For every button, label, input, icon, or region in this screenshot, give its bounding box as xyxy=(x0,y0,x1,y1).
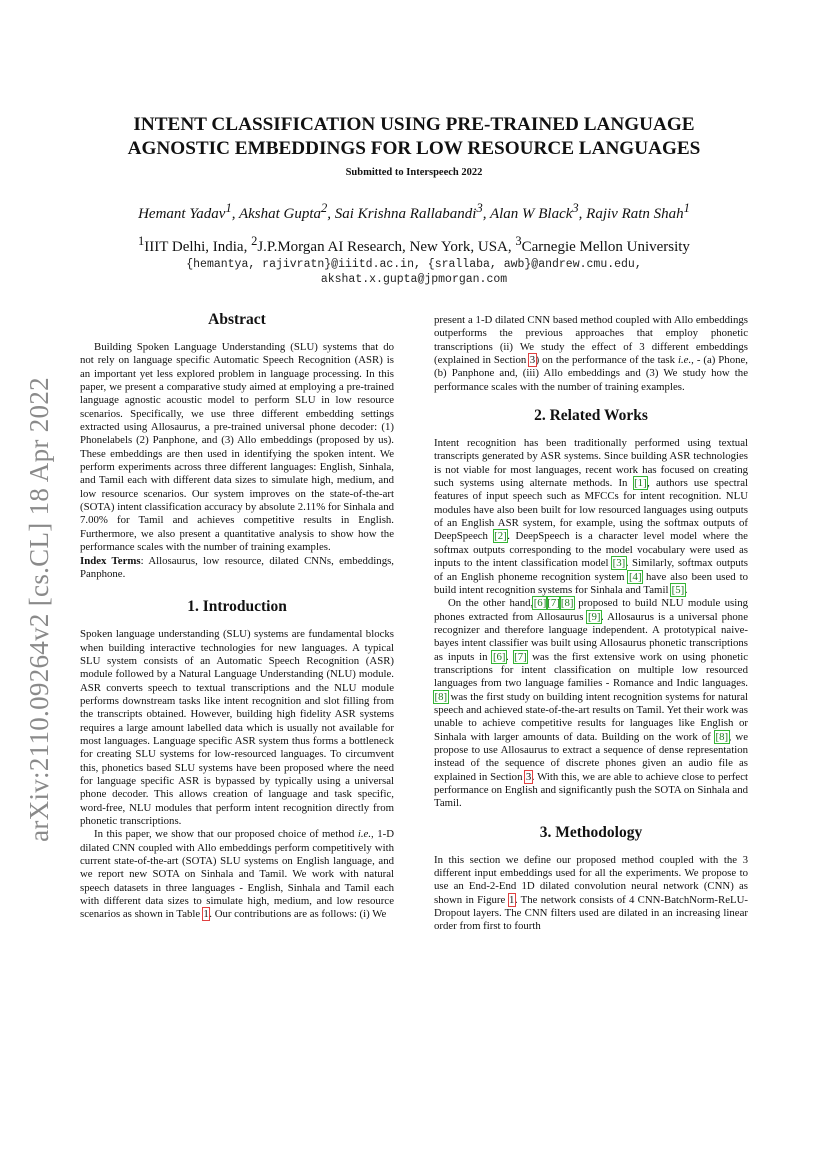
related-works-heading: 2. Related Works xyxy=(534,407,648,425)
author-name: Hemant Yadav xyxy=(138,206,226,222)
citation-link[interactable]: [8] xyxy=(560,597,574,610)
citation-link[interactable]: [9] xyxy=(587,610,601,623)
index-terms-label: Index Terms xyxy=(80,554,141,567)
citation-link[interactable]: [8] xyxy=(715,730,729,743)
author-affil-mark: 2 xyxy=(321,201,328,215)
affil-mark: 2 xyxy=(251,234,258,248)
index-terms-list: : Allosaurus, low resource, dilated CNNs, embeddings, Panphone. xyxy=(80,554,394,580)
citation-link[interactable]: [6] xyxy=(533,597,547,610)
submission-note: Submitted to Interspeech 2022 xyxy=(345,167,483,178)
citation-link[interactable]: [1] xyxy=(634,477,647,490)
emails-line-1: {hemantya, rajivratn}@iiitd.ac.in, {srallaba, awb}@andrew.cmu.edu, xyxy=(186,258,642,271)
author-name: Akshat Gupta xyxy=(238,206,322,222)
author-affil-mark: 3 xyxy=(476,201,483,215)
title-line-1: INTENT CLASSIFICATION USING PRE-TRAINED LANGUAGE xyxy=(133,114,695,135)
methodology-paragraph: In this section we define our proposed method coupled with the 3 different input embeddings used for all the experiments. We propose to use an End-2-End 1D dilated convolution neural network (CNN) as shown in Figure 1. The network consists of 4 CNN-BatchNorm-ReLU-Dropout layers. The CNN filters used are dilated in an increasing linear order from first to fourth xyxy=(434,853,748,933)
methodology-heading: 3. Methodology xyxy=(539,823,643,841)
affiliations xyxy=(60,234,768,256)
arxiv-id: arXiv:2110.09264v2 [cs.CL] 18 Apr 2022 xyxy=(23,376,54,842)
paper-title xyxy=(80,113,748,161)
title-line-2: AGNOSTIC EMBEDDINGS FOR LOW RESOURCE LANGUAGES xyxy=(127,138,701,159)
citation-link[interactable]: [2] xyxy=(494,530,507,543)
citation-link[interactable]: [6] xyxy=(492,650,506,663)
author-affil-mark: 1 xyxy=(683,201,690,215)
author-name: Sai Krishna Rallabandi xyxy=(334,206,477,222)
abstract-text: Building Spoken Language Understanding (SLU) systems that do not rely on language specific Automatic Speech Recognition (ASR) is an important yet less explored problem in language processing. In this paper, we present a comparative study aimed at employing a pre-trained language agnostic acoustic model to perform SLU in low resource scenarios. Specifically, we use three different embedding settings extracted using Allosaurus, a pre-trained universal phone decoder: (1) Phonelabels (2) Panphone, and (3) Allo embeddings (proposed by us). These embeddings are then used in identifying the spoken intent. We perform experiments across three different languages: English, Sinhala, and Tamil each with different data sizes to simulate high, medium, and low resource scenarios. Our system improves on the state-of-the-art (SOTA) intent classification accuracy by absolute 2.11% for Sinhala and 7.00% for Tamil and achieves competitive results in English. Furthermore, we also present a quantitative analysis to show how the performance scales with the number of training examples. xyxy=(80,341,394,554)
affil-mark: 1 xyxy=(138,234,145,248)
table-ref-link[interactable]: 1 xyxy=(203,908,209,921)
author-list: Hemant Yadav$^1$, Akshat Gupta$^2$, Sai Krishna Rallabandi$^3$, Alan W Black$^3$, Rajiv Ratn Shah$^1$ xyxy=(138,201,690,222)
left-column xyxy=(80,310,394,922)
affiliation: Carnegie Mellon University xyxy=(521,239,690,255)
figure-ref-link[interactable]: 1 xyxy=(509,893,515,906)
right-column xyxy=(434,314,748,934)
citation-link[interactable]: [5] xyxy=(671,583,685,596)
author-name: Rajiv Ratn Shah xyxy=(586,206,684,222)
intro-paragraph-2: In this paper, we show that our proposed choice of method i.e., 1-D dilated CNN coupled with Allo embeddings perform competitively with current state-of-the-art (SOTA) SLU systems on English language, and we report new SOTA on Sinhala and Tamil. We work with natural speech datasets in three languages - English, Sinhala and Tamil each with different data sizes to simulate high, medium, and low resource scenarios as shown in Table 1. Our contributions are as follows: (i) We xyxy=(80,828,394,921)
author-affil-mark: 1 xyxy=(225,201,232,215)
affil-mark: 3 xyxy=(515,234,522,248)
citation-link[interactable]: [7] xyxy=(547,597,560,610)
related-paragraph-2: On the other hand,[6][7][8] proposed to build NLU module using phones extracted from Allosaurus [9]. Allosaurus is a universal phone recognizer and therefore language independent. A prototypical naive-bayes intent classifier was built using Allosaurus phonetic transcriptions as inputs in [6]. [7] was the first extensive work on using phonetic transcriptions for intent classification on multiple low resourced languages from two language families - Romance and Indic languages. [8] was the first study on building intent recognition systems for natural speech and achieved state-of-the-art results on Tamil. Yet their work was unable to achieve competitive results for languages like English or Sinhala with larger amounts of data. Building on the work of [8], we propose to use Allosaurus to extract a sequence of dense representation instead of the sequence of discrete phones given an audio file as explained in Section 3. With this, we are able to achieve close to perfect performance on English and significantly push the SOTA on Sinhala and Tamil. xyxy=(434,597,749,810)
emails-line-2: akshat.x.gupta@jpmorgan.com xyxy=(320,273,508,286)
author-affil-mark: 3 xyxy=(572,201,579,215)
introduction-heading: 1. Introduction xyxy=(187,598,287,616)
citation-link[interactable]: [3] xyxy=(612,557,626,570)
index-terms xyxy=(80,555,394,582)
related-paragraph-1: Intent recognition has been traditionally performed using textual transcripts generated by ASR systems. Since building ASR technologies is not viable for most languages, recent work has focused on creating such systems using alternate methods. In [1], authors use spectral features of input speech such as MFCCs for intent recognition. NLU modules have also been built for low resourced languages using outputs of an English ASR system, for example, using the softmax outputs of DeepSpeech [2]. DeepSpeech is a character level model where the softmax outputs corresponding to the model vocabulary were used as inputs to the intent classification model [3]. Similarly, softmax outputs of an English phoneme recognition system [4] have also been used to build intent recognition systems for Sinhala and Tamil [5]. xyxy=(434,437,749,596)
intro-paragraph-1: Spoken language understanding (SLU) systems are fundamental blocks when building interactive technologies for new languages. A typical SLU system consists of an Automatic Speech Recognition (ASR) module followed by a Natural Language Understanding (NLU) module. ASR converts speech to textual transcriptions and the NLU module performs downstream tasks like intent recognition and slot filling from the transcripts obtained. However, building high fidelity ASR systems requires a large amount labelled data which is usually not available for most languages. Language specific ASR system thus forms a bottleneck for creating SLU systems for low-resourced languages. To circumvent this, phonetics based SLU systems have been proposed where the need for language specific ASR is bypassed by typically using a universal phone decoder. This allows creation of language and task specific, word-free, NLU modules that perform intent recognition directly from phonetic transcriptions. xyxy=(80,628,394,827)
citation-link[interactable]: [7] xyxy=(514,650,527,663)
citation-link[interactable]: [8] xyxy=(434,690,448,703)
abstract-heading: Abstract xyxy=(208,311,266,328)
affiliation: J.P.Morgan AI Research, New York, USA, xyxy=(257,239,516,255)
author-name: Alan W Black xyxy=(489,206,573,222)
section-ref-link[interactable]: 3 xyxy=(529,354,536,367)
citation-link[interactable]: [4] xyxy=(628,570,642,583)
section-ref-link[interactable]: 3 xyxy=(525,770,532,783)
author-emails xyxy=(80,257,748,287)
arxiv-sidebar-stamp xyxy=(22,364,56,854)
affiliation: IIIT Delhi, India, xyxy=(144,239,252,255)
contributions-continued: present a 1-D dilated CNN based method coupled with Allo embeddings outperforms the previous approaches that employ phonetic transcriptions (ii) We study the effect of 3 different embeddings (explained in Section 3) on the performance of the task i.e., - (a) Phone, (b) Panphone and, (iii) Allo embeddings and (3) We study how the performance scales with the number of training examples. xyxy=(434,314,748,393)
